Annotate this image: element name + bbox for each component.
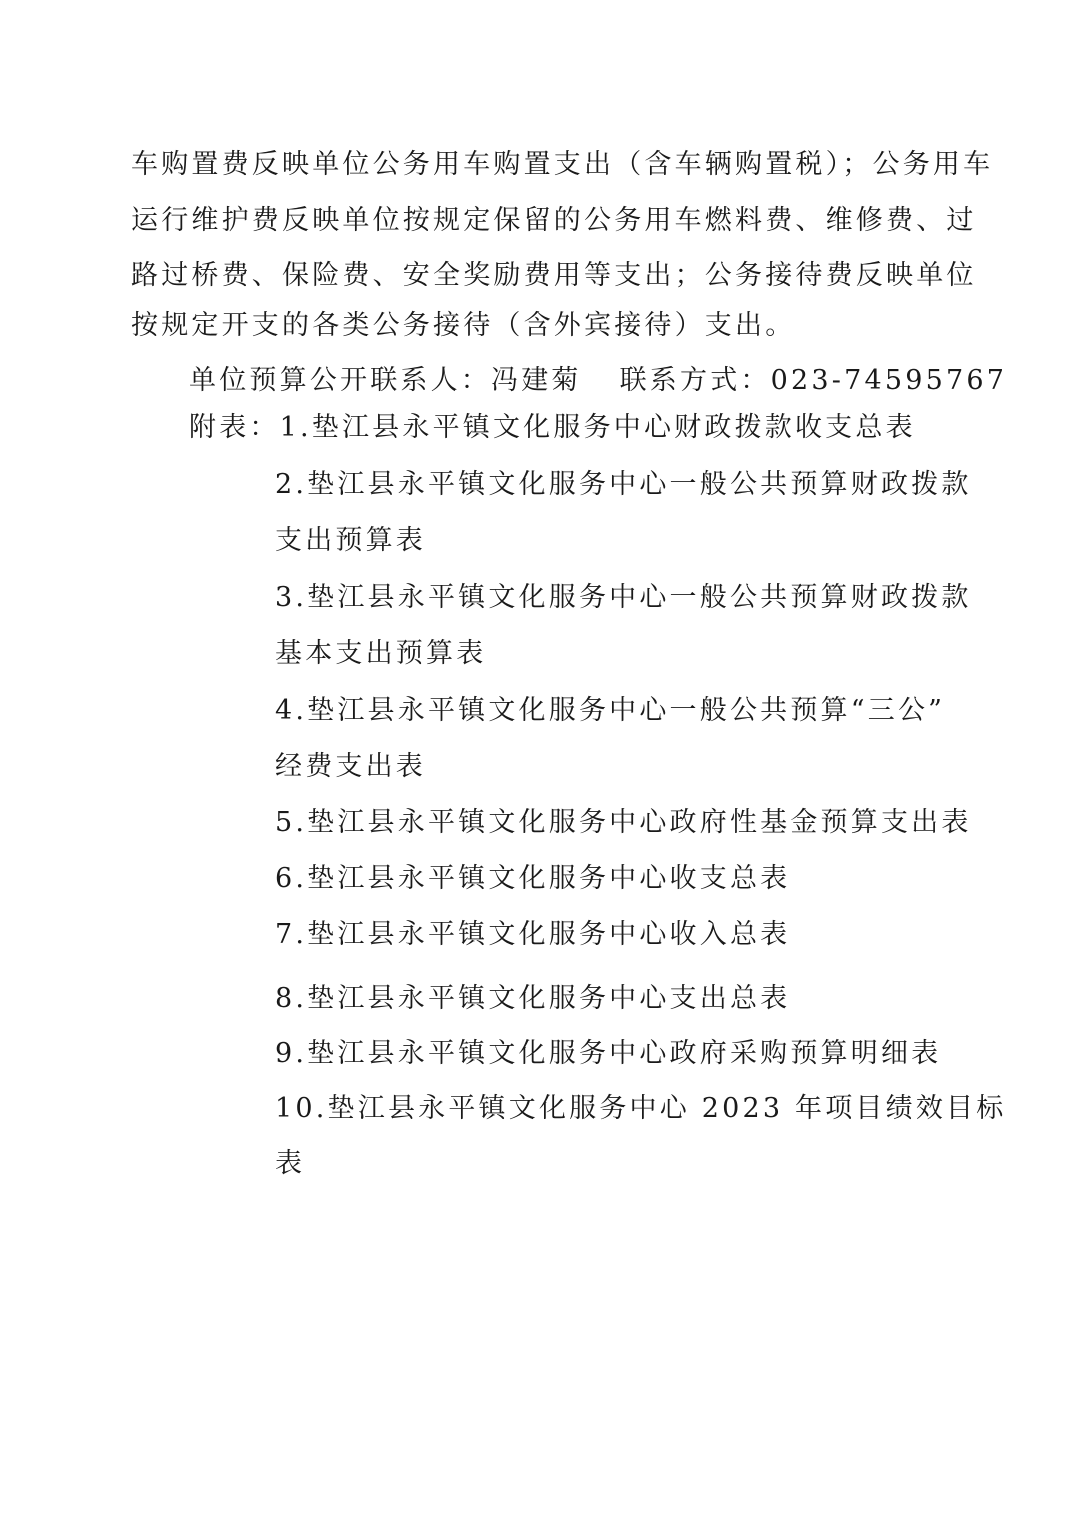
- annex-label: 附表：: [189, 412, 280, 443]
- contact-phone: 联系方式：023-74595767: [619, 365, 1008, 396]
- annex-item-continuation: 支出预算表: [275, 525, 426, 556]
- annex-item: 1.垫江县永平镇文化服务中心财政拨款收支总表: [279, 412, 916, 443]
- contact-line: [189, 364, 1007, 398]
- annex-item: 6.垫江县永平镇文化服务中心收支总表: [275, 863, 791, 894]
- annex-item-continuation: 基本支出预算表: [275, 638, 487, 669]
- paragraph-line: 运行维护费反映单位按规定保留的公务用车燃料费、维修费、过: [131, 205, 977, 236]
- contact-person: 单位预算公开联系人：冯建菊: [189, 365, 582, 396]
- annex-item-continuation: 表: [275, 1148, 306, 1179]
- annex-item: 3.垫江县永平镇文化服务中心一般公共预算财政拨款: [275, 582, 972, 613]
- paragraph-line: 路过桥费、保险费、安全奖励费用等支出；公务接待费反映单位: [131, 260, 977, 291]
- annex-item: 2.垫江县永平镇文化服务中心一般公共预算财政拨款: [275, 469, 972, 500]
- annex-item: 4.垫江县永平镇文化服务中心一般公共预算“三公”: [275, 695, 946, 726]
- annex-item-continuation: 经费支出表: [275, 751, 426, 782]
- annex-item: 7.垫江县永平镇文化服务中心收入总表: [275, 919, 791, 950]
- annex-item: 10.垫江县永平镇文化服务中心 2023 年项目绩效目标: [275, 1093, 1007, 1124]
- annex-heading: [189, 411, 916, 445]
- annex-item: 5.垫江县永平镇文化服务中心政府性基金预算支出表: [275, 807, 972, 838]
- annex-item: 8.垫江县永平镇文化服务中心支出总表: [275, 983, 791, 1014]
- annex-item: 9.垫江县永平镇文化服务中心政府采购预算明细表: [275, 1038, 942, 1069]
- paragraph-line: 车购置费反映单位公务用车购置支出（含车辆购置税）；公务用车: [131, 149, 994, 180]
- paragraph-line: 按规定开支的各类公务接待（含外宾接待）支出。: [131, 310, 796, 341]
